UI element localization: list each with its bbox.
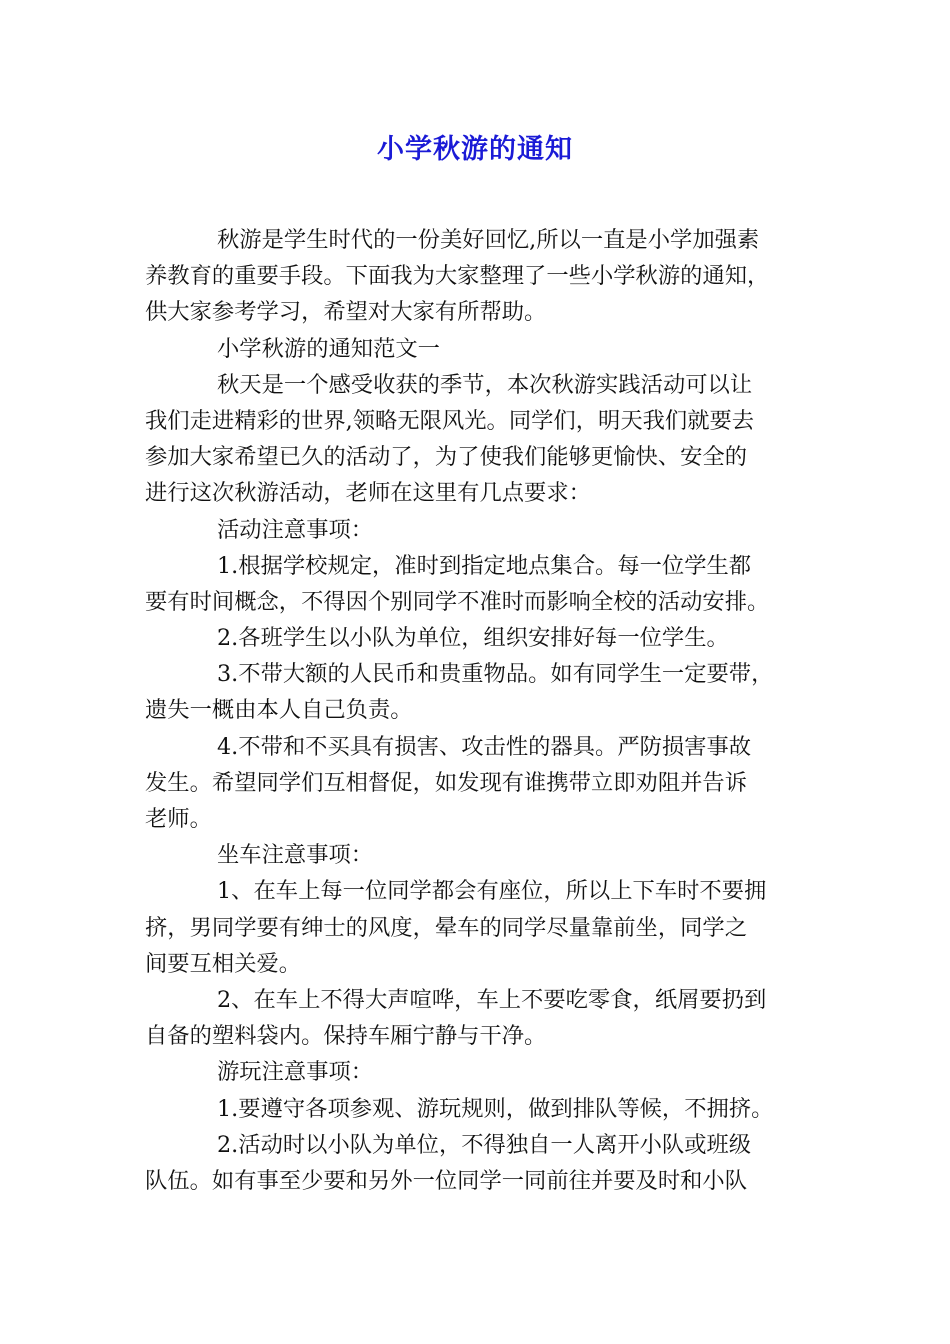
text-line: 进行这次秋游活动，老师在这里有几点要求：	[145, 480, 591, 507]
text-line: 自备的塑料袋内。保持车厢宁静与干净。	[145, 1023, 547, 1050]
text-line: 游玩注意事项：	[217, 1059, 374, 1086]
document-body	[145, 222, 807, 1199]
text-line: 秋天是一个感受收获的季节，本次秋游实践活动可以让	[217, 371, 753, 398]
text-line: 养教育的重要手段。下面我为大家整理了一些小学秋游的通知，	[145, 263, 770, 290]
text-line: 供大家参考学习，希望对大家有所帮助。	[145, 299, 547, 326]
text-line: 要有时间概念，不得因个别同学不准时而影响全校的活动安排。	[145, 588, 770, 615]
text-line: 活动注意事项：	[217, 516, 374, 543]
text-line: 3.不带大额的人民币和贵重物品。如有同学生一定要带，	[217, 661, 774, 688]
text-line: 秋游是学生时代的一份美好回忆,所以一直是小学加强素	[217, 227, 760, 253]
text-line: 1.根据学校规定，准时到指定地点集合。每一位学生都	[217, 552, 752, 579]
text-line: 我们走进精彩的世界,领略无限风光。同学们，明天我们就要去	[145, 407, 755, 434]
text-line: 遗失一概由本人自己负责。	[145, 697, 413, 724]
text-line: 4.不带和不买具有损害、攻击性的器具。严防损害事故	[217, 733, 752, 760]
text-line: 参加大家希望已久的活动了，为了使我们能够更愉快、安全的	[145, 444, 748, 471]
text-line: 挤，男同学要有绅士的风度，晕车的同学尽量靠前坐，同学之	[145, 914, 748, 941]
text-line: 老师。	[145, 806, 212, 832]
text-line: 小学秋游的通知范文一	[217, 335, 440, 362]
text-line: 1、在车上每一位同学都会有座位，所以上下车时不要拥	[217, 878, 767, 905]
text-line: 2.各班学生以小队为单位，组织安排好每一位学生。	[217, 625, 729, 652]
text-line: 间要互相关爱。	[145, 950, 302, 977]
text-line: 发生。希望同学们互相督促，如发现有谁携带立即劝阻并告诉	[145, 769, 748, 796]
document-title: 小学秋游的通知	[377, 134, 573, 165]
text-line: 1.要遵守各项参观、游玩规则，做到排队等候，不拥挤。	[217, 1095, 774, 1122]
text-line: 队伍。如有事至少要和另外一位同学一同前往并要及时和小队	[145, 1167, 748, 1194]
text-line: 2、在车上不得大声喧哗，车上不要吃零食，纸屑要扔到	[217, 986, 767, 1013]
text-line: 坐车注意事项：	[217, 842, 374, 869]
text-line: 2.活动时以小队为单位，不得独自一人离开小队或班级	[217, 1131, 752, 1158]
